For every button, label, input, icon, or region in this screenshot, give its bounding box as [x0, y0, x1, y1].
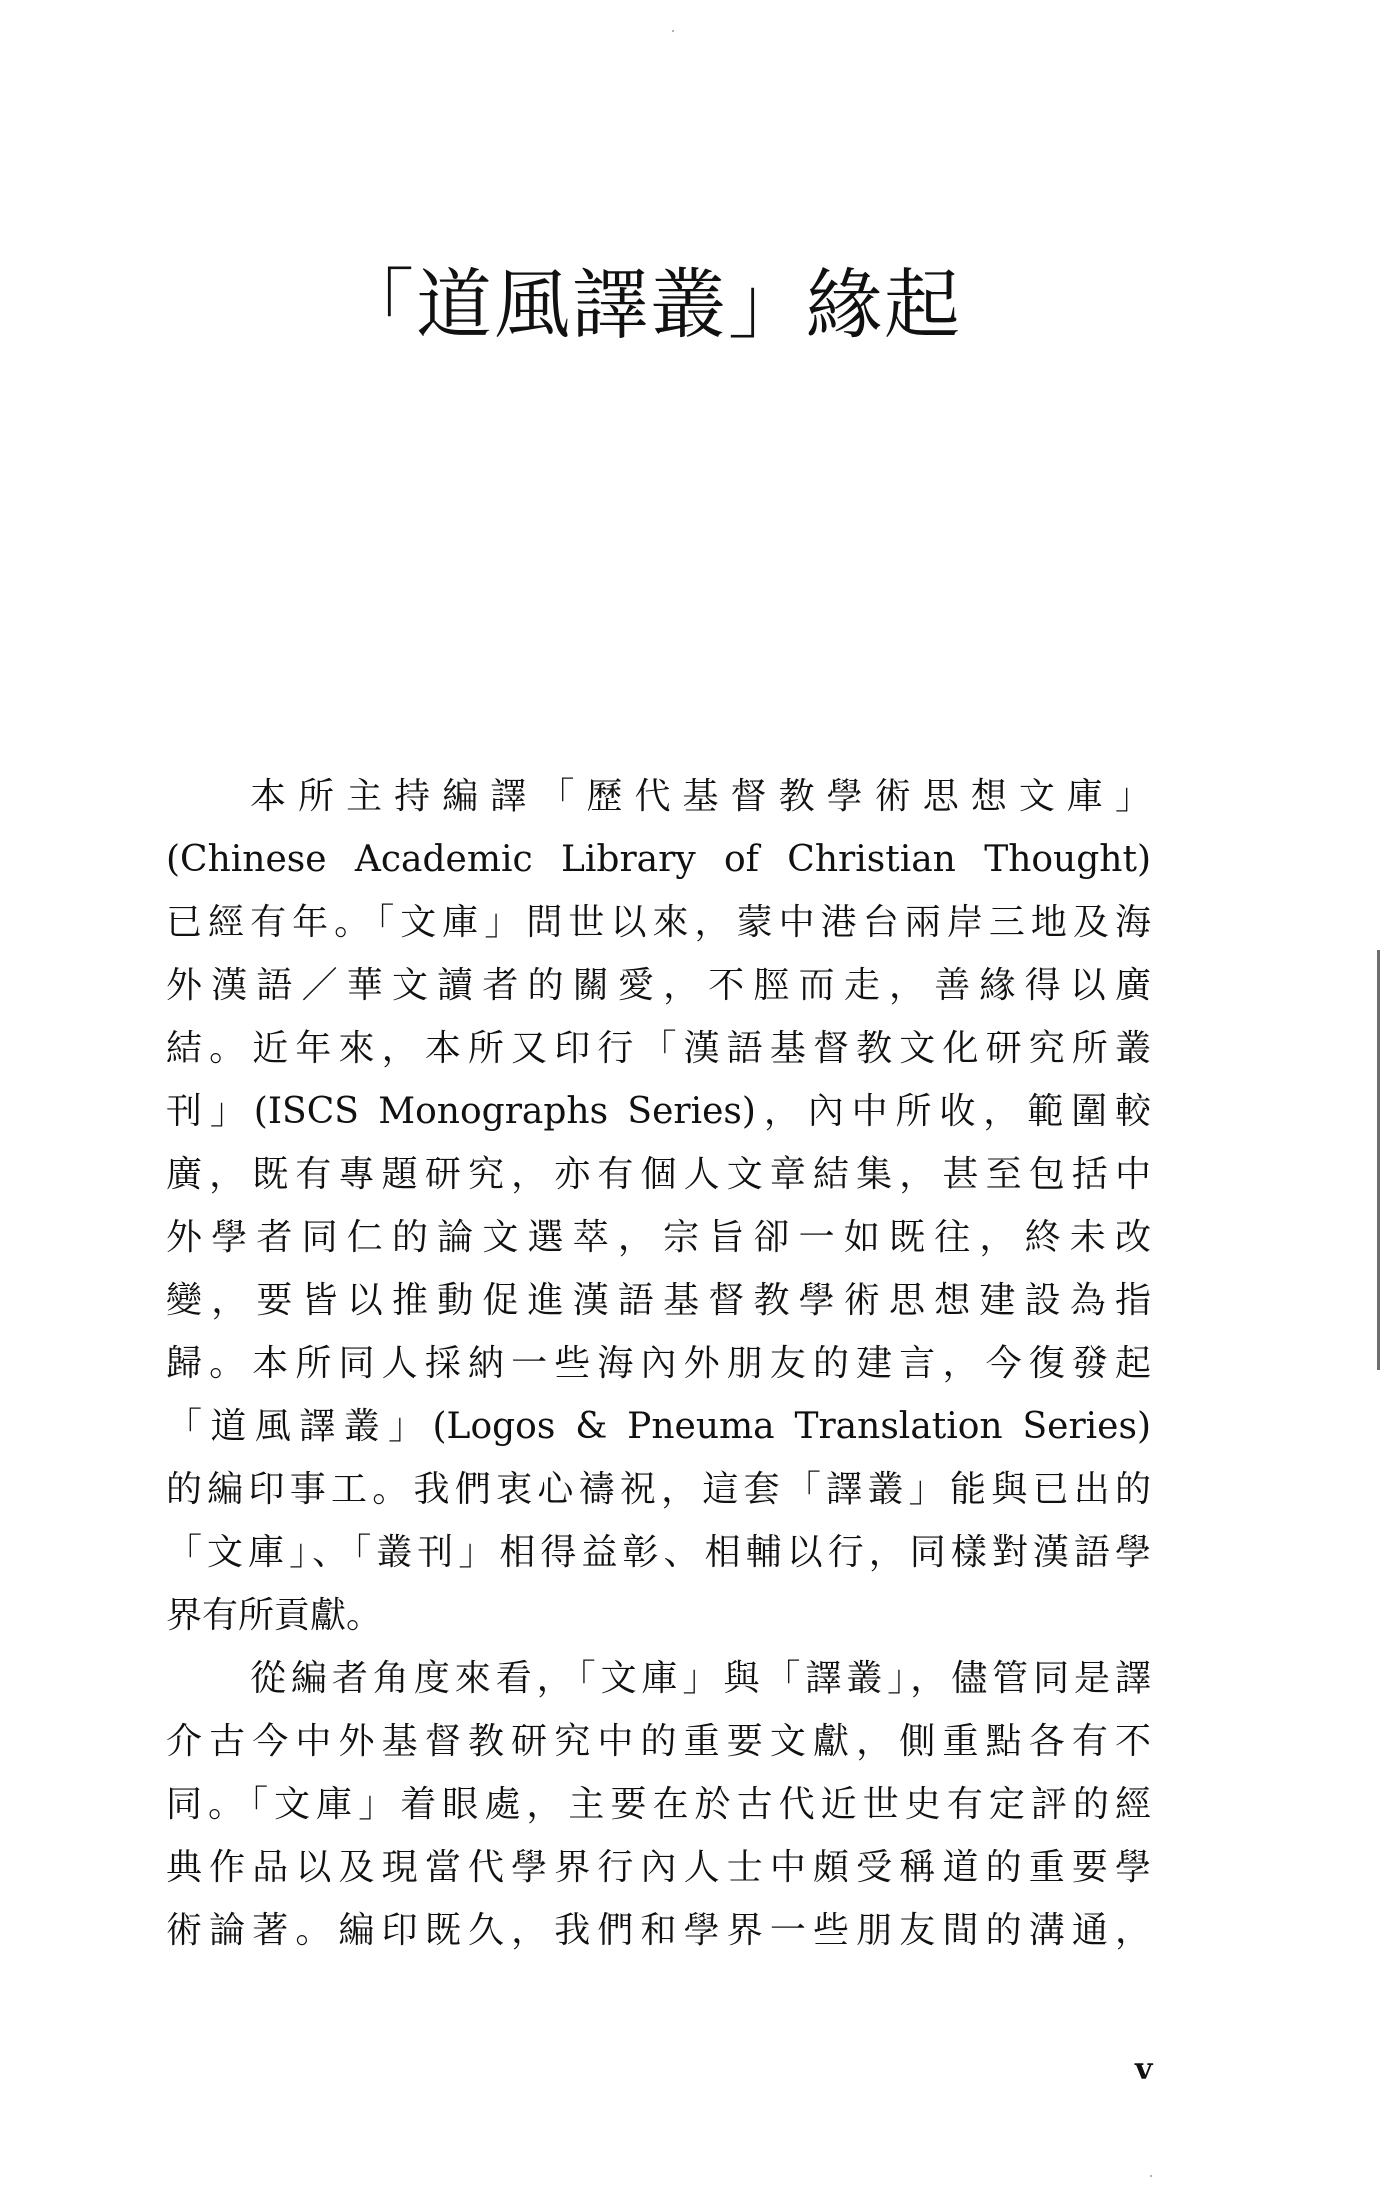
scan-speck — [1150, 2175, 1152, 2177]
text-line: 「道風譯叢」(Logos & Pneuma Translation Series) — [166, 1406, 1151, 1447]
page-number: v — [1135, 2052, 1153, 2087]
scan-speck — [672, 30, 674, 32]
page-title: 「道風譯叢」緣起 — [338, 260, 962, 349]
text-line: 術論著。編印既久，我們和學界一些朋友間的溝通， — [166, 1910, 1151, 1951]
text-line: 刊」(ISCS Monographs Series)，內中所收，範圍較 — [166, 1091, 1151, 1132]
text-line: (Chinese Academic Library of Christian Thought) — [166, 839, 1151, 880]
text-line: 典作品以及現當代學界行內人士中頗受稱道的重要學 — [166, 1847, 1151, 1888]
text-line: 結。近年來，本所又印行「漢語基督教文化研究所叢 — [166, 1028, 1151, 1069]
body-text — [166, 765, 1151, 1962]
text-line: 歸。本所同人採納一些海內外朋友的建言，今復發起 — [166, 1343, 1151, 1384]
text-line: 同。「文庫」着眼處，主要在於古代近世史有定評的經 — [166, 1784, 1151, 1825]
text-line: 本所主持編譯「歷代基督教學術思想文庫」 — [250, 776, 1151, 817]
text-line: 變，要皆以推動促進漢語基督教學術思想建設為指 — [166, 1280, 1151, 1321]
text-line: 已經有年。「文庫」問世以來，蒙中港台兩岸三地及海 — [166, 902, 1151, 943]
text-line: 廣，既有專題研究，亦有個人文章結集，甚至包括中 — [166, 1154, 1151, 1195]
text-line: 外學者同仁的論文選萃，宗旨卻一如既往，終未改 — [166, 1217, 1151, 1258]
text-line: 從編者角度來看，「文庫」與「譯叢」，儘管同是譯 — [250, 1658, 1151, 1699]
text-line: 「文庫」、「叢刊」相得益彰、相輔以行，同樣對漢語學 — [166, 1532, 1151, 1573]
text-line: 界有所貢獻。 — [166, 1595, 383, 1636]
text-line: 外漢語／華文讀者的關愛，不脛而走，善緣得以廣 — [166, 965, 1151, 1006]
text-line: 的編印事工。我們衷心禱祝，這套「譯叢」能與已出的 — [166, 1469, 1151, 1510]
text-line: 介古今中外基督教研究中的重要文獻，側重點各有不 — [166, 1721, 1151, 1762]
